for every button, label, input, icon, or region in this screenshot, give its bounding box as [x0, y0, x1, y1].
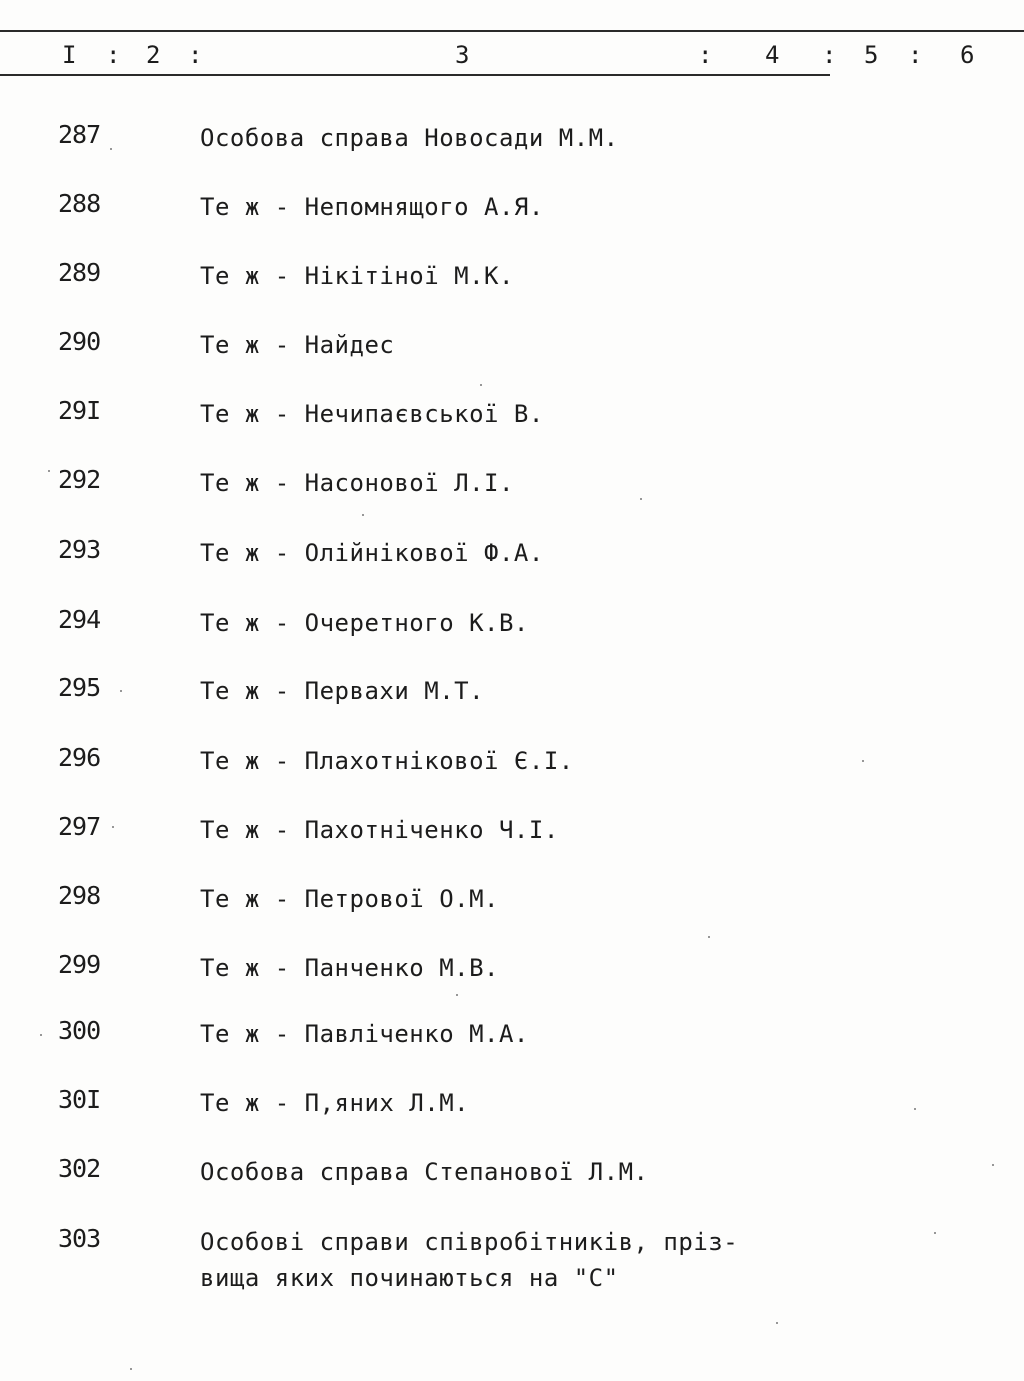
- entry-description: Те ж - Павліченко М.А.: [200, 1020, 529, 1048]
- entry-number: 30I: [58, 1085, 101, 1114]
- column-separator: :: [908, 41, 923, 69]
- entry-description: Те ж - Пахотніченко Ч.І.: [200, 816, 559, 844]
- entry-description: Те ж - Первахи М.Т.: [200, 677, 485, 705]
- entry-description: Особова справа Степанової Л.М.: [200, 1158, 649, 1186]
- entry-number: 300: [58, 1016, 101, 1045]
- column-header-5: 5: [864, 41, 879, 69]
- entry-number: 302: [58, 1154, 101, 1183]
- entry-number: 298: [58, 881, 101, 910]
- entry-number: 303: [58, 1224, 101, 1253]
- scan-speck: [776, 1322, 778, 1324]
- scan-speck: [640, 498, 642, 500]
- scan-speck: [48, 470, 50, 472]
- entry-description: Те ж - П,яних Л.М.: [200, 1089, 470, 1117]
- column-header-1: I: [62, 41, 77, 69]
- entry-description: Те ж - Найдес: [200, 331, 395, 359]
- entry-description: Те ж - Плахотнікової Є.І.: [200, 747, 574, 775]
- entry-number: 288: [58, 189, 101, 218]
- entry-number: 292: [58, 465, 101, 494]
- entry-number: 299: [58, 950, 101, 979]
- entry-description: Те ж - Панченко М.В.: [200, 954, 499, 982]
- header-top-rule: [0, 30, 1024, 32]
- column-header-6: 6: [960, 41, 975, 69]
- entry-number: 290: [58, 327, 101, 356]
- scan-speck: [130, 1368, 132, 1370]
- entry-number: 287: [58, 120, 101, 149]
- column-header-3: 3: [455, 41, 470, 69]
- scan-speck: [456, 994, 458, 996]
- entry-description: Те ж - Нечипаєвської В.: [200, 400, 544, 428]
- entry-description: Те ж - Нікітіної М.К.: [200, 262, 514, 290]
- scan-speck: [112, 826, 114, 828]
- entry-number: 297: [58, 812, 101, 841]
- entry-number: 296: [58, 743, 101, 772]
- entry-number: 294: [58, 605, 101, 634]
- scan-speck: [708, 936, 710, 938]
- entry-number: 295: [58, 673, 101, 702]
- scan-speck: [934, 1232, 936, 1234]
- scan-speck: [480, 384, 482, 386]
- entry-description: Те ж - Непомнящого А.Я.: [200, 193, 544, 221]
- entry-description: Особові справи співробітників, пріз- вища яких починаються на "С": [200, 1228, 739, 1292]
- scan-speck: [362, 514, 364, 516]
- column-separator: :: [106, 41, 121, 69]
- entry-description: Те ж - Олійнікової Ф.А.: [200, 539, 544, 567]
- entry-description: Те ж - Петрової О.М.: [200, 885, 499, 913]
- scan-speck: [862, 760, 864, 762]
- scan-speck: [992, 1164, 994, 1166]
- column-separator: :: [698, 41, 713, 69]
- entry-description: Особова справа Новосади М.М.: [200, 124, 619, 152]
- scan-speck: [40, 1034, 42, 1036]
- header-bottom-rule: [0, 74, 830, 76]
- entry-number: 293: [58, 535, 101, 564]
- column-separator: :: [188, 41, 203, 69]
- scan-speck: [120, 690, 122, 692]
- entry-description: Те ж - Насонової Л.І.: [200, 469, 514, 497]
- column-header-2: 2: [146, 41, 161, 69]
- scan-speck: [914, 1108, 916, 1110]
- entry-number: 29I: [58, 396, 101, 425]
- entry-number: 289: [58, 258, 101, 287]
- scan-speck: [110, 148, 112, 150]
- column-header-4: 4: [765, 41, 780, 69]
- column-separator: :: [822, 41, 837, 69]
- entry-description: Те ж - Очеретного К.В.: [200, 609, 529, 637]
